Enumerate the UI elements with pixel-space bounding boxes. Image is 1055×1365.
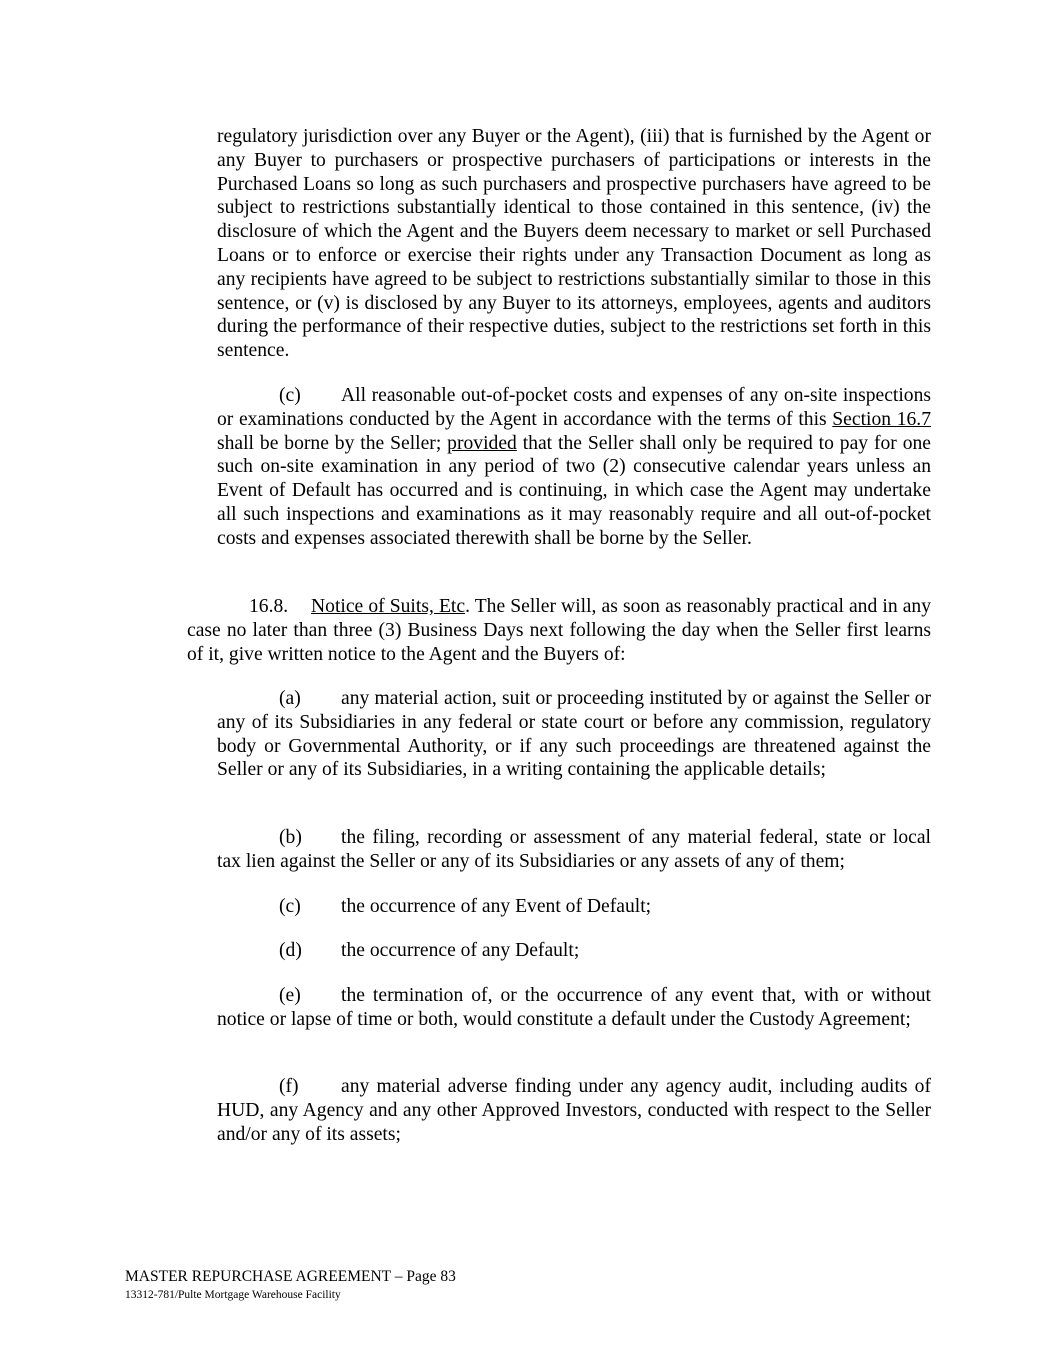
item-text: the occurrence of any Default;	[341, 940, 580, 961]
paragraph-text: shall be borne by the Seller;	[217, 432, 448, 454]
footer-subtitle: 13312-781/Pulte Mortgage Warehouse Facility	[125, 1289, 341, 1301]
item-label: (c)	[279, 896, 301, 917]
item-text: any material action, suit or proceeding instituted by or against the Seller or any of its Subsidiaries in any federal or state court or before any commission, regulatory body or Governmental Authority, or if any such proceedings are threatened against the Seller or any of its Subsidiaries, in a writing containing the applicable details;	[217, 688, 931, 781]
item-text: the occurrence of any Event of Default;	[341, 896, 652, 917]
item-label: (a)	[279, 688, 301, 709]
continuation-paragraph: regulatory jurisdiction over any Buyer or the Agent), (iii) that is furnished by the Agent or any Buyer to purchasers or prospective purchasers of participations or interests in the Purchased Loans so long as such purchasers and prospective purchasers have agreed to be subject to restrictions substantially identical to those contained in this sentence, (iv) the disclosure of which the Agent and the Buyers deem necessary to market or sell Purchased Loans or to enforce or exercise their rights under any Transaction Document as long as any recipients have agreed to be subject to restrictions substantially similar to those in this sentence, or (v) is disclosed by any Buyer to its attorneys, employees, agents and auditors during the performance of their respective duties, subject to the restrictions set forth in this sentence.	[217, 126, 931, 362]
inspection-costs-paragraph	[217, 384, 931, 551]
section-number: 16.8.	[249, 596, 289, 617]
provided-term: provided	[447, 432, 517, 454]
item-label: (d)	[279, 940, 302, 961]
item-label: (b)	[279, 827, 302, 848]
section-reference: Section 16.7	[832, 408, 931, 430]
section-heading: Notice of Suits, Etc	[311, 596, 466, 617]
paragraph-text: that the Seller shall only be required to pay for one such on-site examination in any period of two (2) consecutive calendar years unless an Event of Default has occurred and is continuing, in which case the Agent may undertake all such inspections and examinations as it may reasonably require and all out-of-pocket costs and expenses associated therewith shall be borne by the Seller.	[217, 432, 931, 549]
item-label: (c)	[279, 385, 301, 406]
list-item	[217, 826, 931, 874]
paragraph-text: . The Seller will, as soon as reasonably practical and in any case no later than three (3) Business Days next following the day when the Seller first learns of it, give written notice to the Agent and the Buyers of:	[187, 596, 931, 665]
footer-title: MASTER REPURCHASE AGREEMENT – Page 83	[125, 1268, 456, 1285]
item-label: (f)	[279, 1076, 299, 1097]
item-label: (e)	[279, 985, 301, 1006]
paragraph-text: All reasonable out-of-pocket costs and expenses of any on-site inspections or examinations conducted by the Agent in accordance with the terms of this	[217, 385, 931, 430]
item-text: the termination of, or the occurrence of any event that, with or without notice or lapse of time or both, would constitute a default under the Custody Agreement;	[217, 985, 931, 1030]
list-item	[217, 1075, 931, 1146]
list-item	[217, 687, 931, 782]
list-item	[217, 939, 931, 963]
item-text: any material adverse finding under any agency audit, including audits of HUD, any Agency and any other Approved Investors, conducted with respect to the Seller and/or any of its assets;	[217, 1076, 931, 1145]
list-item	[217, 984, 931, 1032]
item-text: the filing, recording or assessment of any material federal, state or local tax lien against the Seller or any of its Subsidiaries or any assets of any of them;	[217, 827, 931, 872]
section-16-8-paragraph	[187, 595, 931, 666]
list-item	[217, 895, 931, 919]
